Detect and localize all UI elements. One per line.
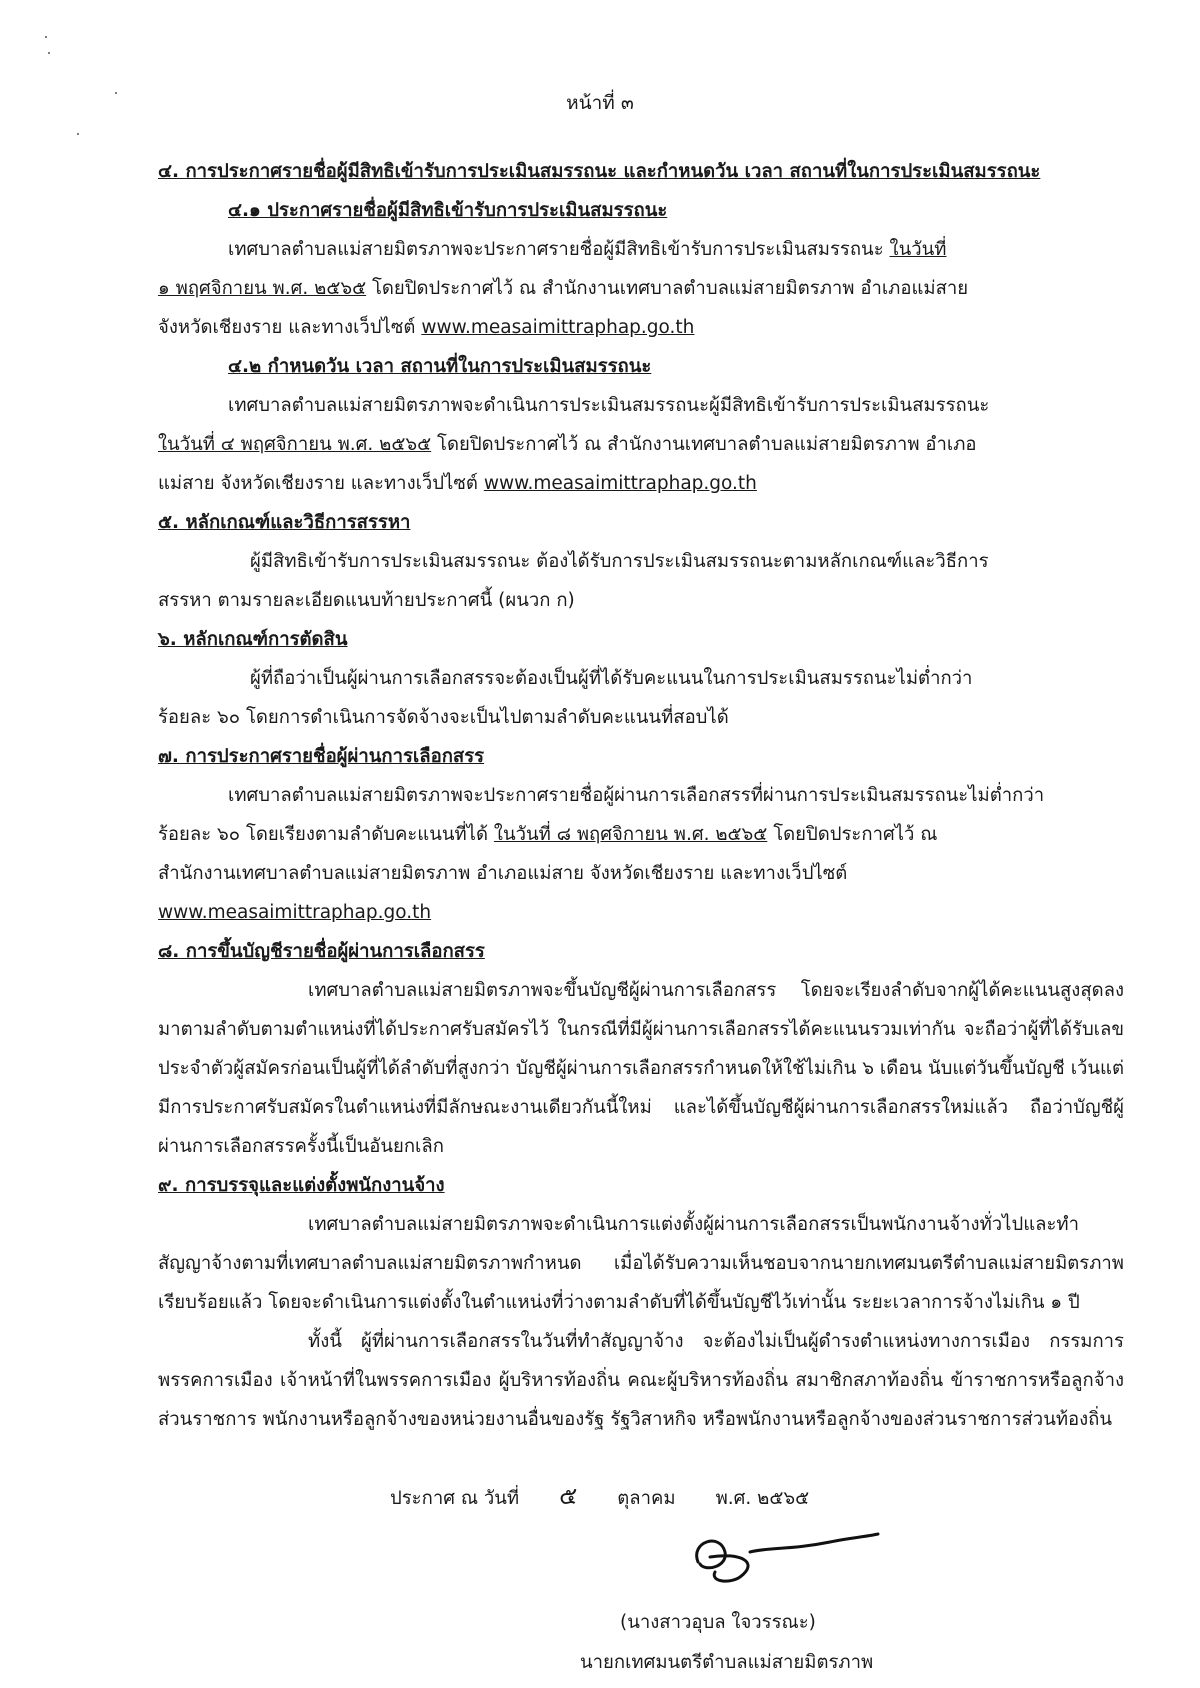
section-9-note: ทั้งนี้ ผู้ที่ผ่านการเลือกสรรในวันที่ทำสัญญาจ้าง จะต้องไม่เป็นผู้ดำรงตำแหน่งทางการเมือง กรรมการพรรคการเมือง เจ้าหน้าที่ในพรรคการเมือง ผู้บริหารท้องถิ่น คณะผู้บริหารท้องถิ่น สมาชิกสภาท้องถิ่น ข้าราชการหรือลูกจ้างส่วนราชการ พนักงานหรือลูกจ้างของหน่วยงานอื่นของรัฐ รัฐวิสาหกิจ หรือพนักงานหรือลูกจ้างของส่วนราชการส่วนท้องถิ่น	[158, 1331, 1124, 1430]
section-9-title: ๙. การบรรจุและแต่งตั้งพนักงานจ้าง	[158, 1175, 445, 1196]
section-4-1-body: เทศบาลตำบลแม่สายมิตรภาพจะประกาศรายชื่อผู้มีสิทธิเข้ารับการประเมินสมรรถนะ ในวันที่ ๑ พฤศจิกายน พ.ศ. ๒๕๖๕ โดยปิดประกาศไว้ ณ สำนักงานเทศบาลตำบลแม่สายมิตรภาพ อำเภอแม่สาย จังหวัดเชียงราย และทางเว็ปไซต์ www.measaimittraphap.go.th	[158, 239, 969, 338]
section-4-title: ๔. การประกาศรายชื่อผู้มีสิทธิเข้ารับการประเมินสมรรถนะ และกำหนดวัน เวลา สถานที่ในการประเมินสมรรถนะ	[158, 161, 1041, 182]
signer-position: นายกเทศมนตรีตำบลแม่สายมิตรภาพ	[580, 1652, 874, 1673]
section-7-title: ๗. การประกาศรายชื่อผู้ผ่านการเลือกสรร	[158, 746, 485, 767]
signature	[680, 1522, 880, 1592]
section-8-title: ๘. การขึ้นบัญชีรายชื่อผู้ผ่านการเลือกสรร	[158, 941, 485, 962]
section-8-body: เทศบาลตำบลแม่สายมิตรภาพจะขึ้นบัญชีผู้ผ่านการเลือกสรร โดยจะเรียงลำดับจากผู้ได้คะแนนสูงสุดลงมาตามลำดับตามตำแหน่งที่ได้ประกาศรับสมัครไว้ ในกรณีที่มีผู้ผ่านการเลือกสรรได้คะแนนรวมเท่ากัน จะถือว่าผู้ที่ได้รับเลขประจำตัวผู้สมัครก่อนเป็นผู้ที่ได้ลำดับที่สูงกว่า บัญชีผู้ผ่านการเลือกสรรกำหนดให้ใช้ไม่เกิน ๖ เดือน นับแต่วันขึ้นบัญชี เว้นแต่มีการประกาศรับสมัครในตำแหน่งที่มีลักษณะงานเดียวกันนี้ใหม่ และได้ขึ้นบัญชีผู้ผ่านการเลือกสรรใหม่แล้ว ถือว่าบัญชีผู้ผ่านการเลือกสรรครั้งนี้เป็นอันยกเลิก	[158, 980, 1124, 1157]
section-6-title: ๖. หลักเกณฑ์การตัดสิน	[158, 629, 348, 650]
section-5-body: ผู้มีสิทธิเข้ารับการประเมินสมรรถนะ ต้องได้รับการประเมินสมรรถนะตามหลักเกณฑ์และวิธีการ สรรหา ตามรายละเอียดแนบท้ายประกาศนี้ (ผนวก ก)	[158, 551, 989, 611]
section-9-body: เทศบาลตำบลแม่สายมิตรภาพจะดำเนินการแต่งตั้งผู้ผ่านการเลือกสรรเป็นพนักงานจ้างทั่วไปและทำสัญญาจ้างตามที่เทศบาลตำบลแม่สายมิตรภาพกำหนด เมื่อได้รับความเห็นชอบจากนายกเทศมนตรีตำบลแม่สายมิตรภาพเรียบร้อยแล้ว โดยจะดำเนินการแต่งตั้งในตำแหน่งที่ว่างตามลำดับที่ได้ขึ้นบัญชีไว้เท่านั้น ระยะเวลาการจ้างไม่เกิน ๑ ปี	[158, 1214, 1124, 1313]
signer-name: (นางสาวอุบล ใจวรรณะ)	[620, 1612, 816, 1633]
document-body	[158, 152, 1124, 1439]
section-6-body: ผู้ที่ถือว่าเป็นผู้ผ่านการเลือกสรรจะต้องเป็นผู้ที่ได้รับคะแนนในการประเมินสมรรถนะไม่ต่ำกว่า ร้อยละ ๖๐ โดยการดำเนินการจัดจ้างจะเป็นไปตามลำดับคะแนนที่สอบได้	[158, 668, 973, 728]
section-4-1-title: ๔.๑ ประกาศรายชื่อผู้มีสิทธิเข้ารับการประเมินสมรรถนะ	[228, 200, 668, 221]
page-number: หน้าที่ ๓	[566, 92, 634, 114]
section-4-2-body: เทศบาลตำบลแม่สายมิตรภาพจะดำเนินการประเมินสมรรถนะผู้มีสิทธิเข้ารับการประเมินสมรรถนะ ในวันที่ ๔ พฤศจิกายน พ.ศ. ๒๕๖๕ โดยปิดประกาศไว้ ณ สำนักงานเทศบาลตำบลแม่สายมิตรภาพ อำเภอ แม่สาย จังหวัดเชียงราย และทางเว็ปไซต์ www.measaimittraphap.go.th	[158, 395, 990, 494]
website-link[interactable]: www.measaimittraphap.go.th	[421, 317, 695, 338]
announcement-date: ประกาศ ณ วันที่ ๕ ตุลาคม พ.ศ. ๒๕๖๕	[390, 1482, 810, 1510]
section-7-body: เทศบาลตำบลแม่สายมิตรภาพจะประกาศรายชื่อผู้ผ่านการเลือกสรรที่ผ่านการประเมินสมรรถนะไม่ต่ำกว่า ร้อยละ ๖๐ โดยเรียงตามลำดับคะแนนที่ได้ ในวันที่ ๘ พฤศจิกายน พ.ศ. ๒๕๖๕ โดยปิดประกาศไว้ ณ สำนักงานเทศบาลตำบลแม่สายมิตรภาพ อำเภอแม่สาย จังหวัดเชียงราย และทางเว็ปไซต์ www.measaimittraphap.go.th	[158, 785, 1045, 923]
website-link[interactable]: www.measaimittraphap.go.th	[483, 473, 757, 494]
section-4-2-title: ๔.๒ กำหนดวัน เวลา สถานที่ในการประเมินสมรรถนะ	[228, 356, 652, 377]
website-link[interactable]: www.measaimittraphap.go.th	[158, 902, 432, 923]
section-5-title: ๕. หลักเกณฑ์และวิธีการสรรหา	[158, 512, 411, 533]
